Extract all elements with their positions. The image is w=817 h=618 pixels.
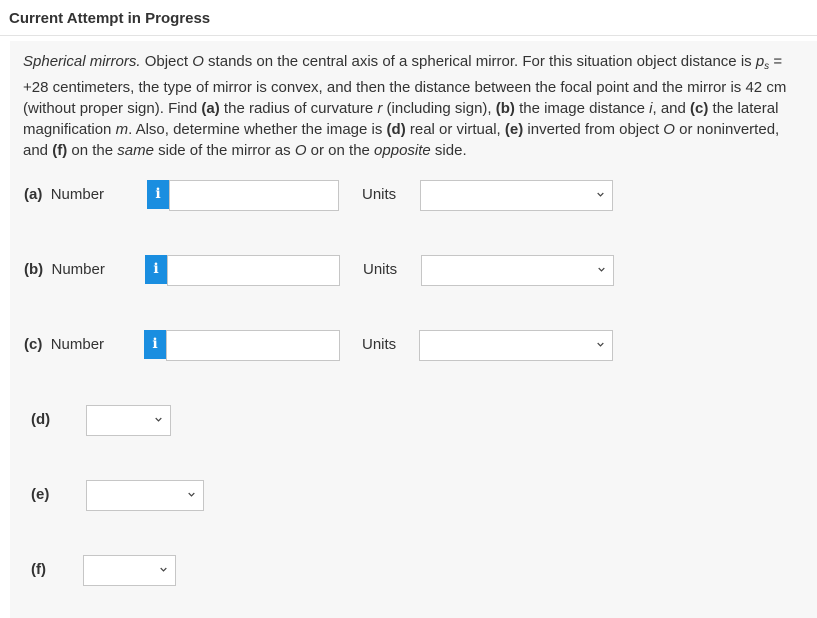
part-label-d: (d) [31,411,51,428]
part-label-e: (e) [31,486,50,503]
answer-row-f [10,553,410,587]
chevron-down-icon [188,491,195,498]
part-label-f: (f) [31,561,46,578]
answer-row-a [10,178,817,212]
info-icon[interactable]: i [147,180,169,209]
info-icon[interactable]: i [144,330,166,359]
chevron-down-icon [155,416,162,423]
inverted-select[interactable] [86,480,204,511]
chevron-down-icon [597,191,604,198]
units-select-b[interactable] [421,255,614,286]
chevron-down-icon [598,266,605,273]
number-input-b[interactable] [167,255,340,286]
units-select-a[interactable] [420,180,613,211]
answer-row-e [10,478,410,512]
question-panel [10,41,817,618]
question-text: Spherical mirrors. Object O stands on the central axis of a spherical mirror. For this situation object distance is $p_s = +28$ centimeters, the type of mirror is convex, and then the distance between the focal point and the mirror is 42 cm (without proper sign). Find (a) the radius of curvature r (including sign), (b) the image distance i, and (c) the lateral magnification m. Also, determine whether the image is (d) real or virtual, (e) inverted from object O or noninverted, and (f) on the same side of the mirror as O or on the opposite side. [23,53,787,159]
answer-row-b [10,253,817,287]
info-icon[interactable]: i [145,255,167,284]
part-label-a: (a) Number [24,186,105,203]
part-label-c: (c) Number [24,336,105,353]
units-label-c: Units [362,336,397,353]
part-label-b: (b) Number [24,261,105,278]
chevron-down-icon [160,566,167,573]
side-select[interactable] [83,555,176,586]
number-input-c[interactable] [166,330,340,361]
answer-row-c [10,328,817,362]
units-label-a: Units [362,186,397,203]
real-virtual-select[interactable] [86,405,171,436]
answer-row-d [10,403,410,437]
chevron-down-icon [597,341,604,348]
page-title: Current Attempt in Progress [0,0,817,36]
units-select-c[interactable] [419,330,613,361]
number-input-a[interactable] [169,180,339,211]
units-label-b: Units [363,261,398,278]
